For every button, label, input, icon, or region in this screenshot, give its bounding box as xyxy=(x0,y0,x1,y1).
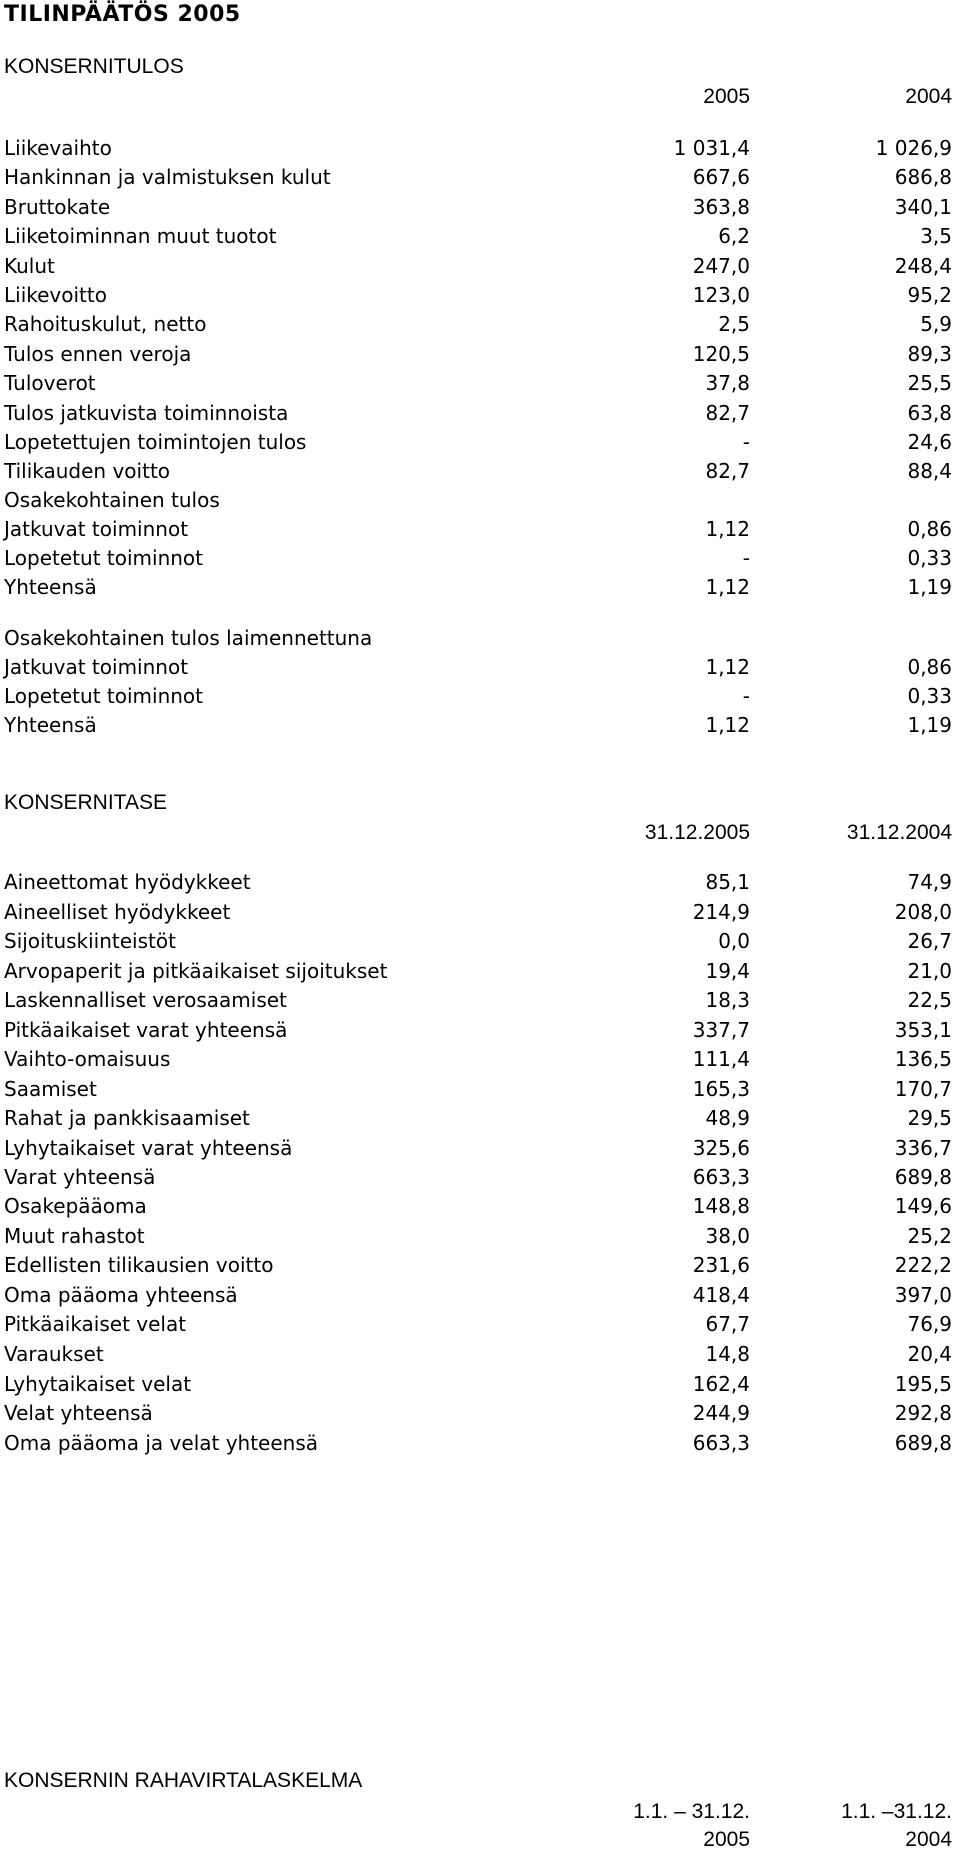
row-value-previous: 136,5 xyxy=(894,1047,952,1071)
row-value-previous: 3,5 xyxy=(920,224,952,249)
row-label: Lyhytaikaiset varat yhteensä xyxy=(4,1135,293,1160)
row-value-previous: 170,7 xyxy=(894,1076,952,1101)
row-value-current: - xyxy=(742,430,750,454)
row-label: Arvopaperit ja pitkäaikaiset sijoitukset xyxy=(4,958,388,983)
cashflow-col-a-period: 1.1. – 31.12. xyxy=(633,1800,750,1823)
row-label: Yhteensä xyxy=(4,575,97,599)
row-label: Tulos ennen veroja xyxy=(4,341,192,366)
row-value-current: 2,5 xyxy=(718,312,750,337)
row-label: Tuloverot xyxy=(4,371,96,396)
row-value-previous: 1,19 xyxy=(907,575,952,599)
row-label: Pitkäaikaiset velat xyxy=(4,1312,187,1337)
row-value-previous: 88,4 xyxy=(907,459,952,484)
row-value-previous: 21,0 xyxy=(907,958,952,983)
row-value-previous: 5,9 xyxy=(920,312,952,337)
row-label: Muut rahastot xyxy=(4,1223,145,1248)
row-value-current: 244,9 xyxy=(692,1401,750,1426)
row-label: Aineelliset hyödykkeet xyxy=(4,899,231,924)
row-value-current: - xyxy=(742,546,750,570)
row-value-current: 148,8 xyxy=(692,1194,750,1218)
row-value-current: 38,0 xyxy=(705,1223,750,1248)
row-value-current: 165,3 xyxy=(692,1076,750,1101)
row-value-previous: 29,5 xyxy=(907,1106,952,1130)
row-value-current: 82,7 xyxy=(705,459,750,484)
row-label: Kulut xyxy=(4,253,55,278)
row-value-current: 337,7 xyxy=(692,1017,750,1042)
row-value-previous: 74,9 xyxy=(907,870,952,894)
row-value-current: 247,0 xyxy=(692,253,750,278)
cashflow-heading: KONSERNIN RAHAVIRTALASKELMA xyxy=(4,1769,363,1792)
balance-col-2004: 31.12.2004 xyxy=(846,821,952,844)
row-label: Hankinnan ja valmistuksen kulut xyxy=(4,165,331,190)
row-label: Osakepääoma xyxy=(4,1194,147,1218)
eps-heading: Osakekohtainen tulos xyxy=(4,488,220,512)
row-value-current: 214,9 xyxy=(692,899,750,924)
row-value-previous: 1 026,9 xyxy=(875,136,952,160)
row-label: Rahoituskulut, netto xyxy=(4,312,207,337)
row-label: Liikevaihto xyxy=(4,136,112,160)
row-value-previous: 222,2 xyxy=(894,1253,952,1278)
cashflow-col-a-year: 2005 xyxy=(703,1828,750,1851)
row-label: Rahat ja pankkisaamiset xyxy=(4,1106,250,1130)
cashflow-col-b-period: 1.1. –31.12. xyxy=(841,1800,952,1823)
row-value-previous: 0,33 xyxy=(907,546,952,570)
row-label: Pitkäaikaiset varat yhteensä xyxy=(4,1017,288,1042)
row-label: Saamiset xyxy=(4,1076,97,1101)
row-value-previous: 76,9 xyxy=(907,1312,952,1337)
row-value-current: 0,0 xyxy=(718,929,750,953)
row-label: Liikevoitto xyxy=(4,283,107,307)
row-value-previous: 89,3 xyxy=(907,341,952,366)
row-label: Sijoituskiinteistöt xyxy=(4,929,176,953)
row-value-previous: 353,1 xyxy=(894,1017,952,1042)
row-value-previous: 195,5 xyxy=(894,1371,952,1396)
row-label: Lopetettujen toimintojen tulos xyxy=(4,430,307,454)
row-value-current: 162,4 xyxy=(692,1371,750,1396)
row-value-previous: 20,4 xyxy=(907,1342,952,1366)
row-value-previous: 95,2 xyxy=(907,283,952,307)
row-value-current: 663,3 xyxy=(692,1165,750,1189)
row-value-previous: 26,7 xyxy=(907,929,952,953)
row-value-current: 18,3 xyxy=(705,988,750,1012)
eps-diluted-heading: Osakekohtainen tulos laimennettuna xyxy=(4,626,373,650)
row-label: Liiketoiminnan muut tuotot xyxy=(4,224,277,249)
row-label: Velat yhteensä xyxy=(4,1401,153,1426)
row-value-current: 123,0 xyxy=(692,283,750,307)
row-label: Bruttokate xyxy=(4,194,111,219)
row-value-current: 1 031,4 xyxy=(673,136,750,160)
row-value-previous: 22,5 xyxy=(907,988,952,1012)
income-col-2005: 2005 xyxy=(703,85,750,108)
balance-col-2005: 31.12.2005 xyxy=(644,821,750,844)
row-value-previous: 248,4 xyxy=(894,253,952,278)
row-value-previous: 0,86 xyxy=(907,655,952,679)
row-value-previous: 63,8 xyxy=(907,400,952,425)
cashflow-col-b-year: 2004 xyxy=(905,1828,952,1851)
row-value-current: - xyxy=(742,684,750,708)
row-value-previous: 149,6 xyxy=(894,1194,952,1218)
row-label: Laskennalliset verosaamiset xyxy=(4,988,287,1012)
row-value-current: 418,4 xyxy=(692,1282,750,1307)
row-label: Tulos jatkuvista toiminnoista xyxy=(4,400,289,425)
row-value-previous: 24,6 xyxy=(907,430,952,454)
row-value-current: 667,6 xyxy=(692,165,750,190)
row-label: Jatkuvat toiminnot xyxy=(4,655,189,679)
row-value-previous: 292,8 xyxy=(894,1401,952,1426)
row-value-current: 6,2 xyxy=(718,224,750,249)
balance-heading: KONSERNITASE xyxy=(4,791,167,814)
row-value-previous: 340,1 xyxy=(894,194,952,219)
row-value-current: 67,7 xyxy=(705,1312,750,1337)
row-value-current: 363,8 xyxy=(692,194,750,219)
row-label: Oma pääoma ja velat yhteensä xyxy=(4,1430,319,1455)
row-value-current: 37,8 xyxy=(705,371,750,396)
row-value-current: 663,3 xyxy=(692,1430,750,1455)
row-label: Lopetetut toiminnot xyxy=(4,546,203,570)
row-label: Aineettomat hyödykkeet xyxy=(4,870,251,894)
row-value-previous: 689,8 xyxy=(894,1165,952,1189)
row-label: Lopetetut toiminnot xyxy=(4,684,203,708)
row-value-current: 1,12 xyxy=(705,575,750,599)
row-value-current: 325,6 xyxy=(692,1135,750,1160)
document-title: TILINPÄÄTÖS 2005 xyxy=(4,2,241,27)
row-label: Jatkuvat toiminnot xyxy=(4,517,189,541)
row-value-previous: 336,7 xyxy=(894,1135,952,1160)
row-value-current: 111,4 xyxy=(692,1047,750,1071)
row-value-previous: 25,5 xyxy=(907,371,952,396)
row-value-previous: 0,33 xyxy=(907,684,952,708)
row-label: Lyhytaikaiset velat xyxy=(4,1371,192,1396)
row-label: Varaukset xyxy=(4,1342,104,1366)
row-label: Oma pääoma yhteensä xyxy=(4,1282,238,1307)
row-value-current: 1,12 xyxy=(705,517,750,541)
row-value-previous: 686,8 xyxy=(894,165,952,190)
income-heading: KONSERNITULOS xyxy=(4,55,184,78)
row-label: Vaihto-omaisuus xyxy=(4,1047,171,1071)
row-value-current: 1,12 xyxy=(705,655,750,679)
row-value-previous: 689,8 xyxy=(894,1430,952,1455)
row-value-current: 1,12 xyxy=(705,713,750,737)
row-value-current: 231,6 xyxy=(692,1253,750,1278)
row-value-current: 82,7 xyxy=(705,400,750,425)
row-value-previous: 397,0 xyxy=(894,1282,952,1307)
row-label: Yhteensä xyxy=(4,713,97,737)
row-label: Tilikauden voitto xyxy=(4,459,171,484)
row-value-current: 85,1 xyxy=(705,870,750,894)
row-value-current: 120,5 xyxy=(692,341,750,366)
row-value-previous: 208,0 xyxy=(894,899,952,924)
row-value-current: 48,9 xyxy=(705,1106,750,1130)
row-value-current: 19,4 xyxy=(705,958,750,983)
income-col-2004: 2004 xyxy=(905,85,952,108)
row-label: Varat yhteensä xyxy=(4,1165,156,1189)
row-label: Edellisten tilikausien voitto xyxy=(4,1253,274,1278)
row-value-previous: 25,2 xyxy=(907,1223,952,1248)
row-value-current: 14,8 xyxy=(705,1342,750,1366)
row-value-previous: 0,86 xyxy=(907,517,952,541)
row-value-previous: 1,19 xyxy=(907,713,952,737)
